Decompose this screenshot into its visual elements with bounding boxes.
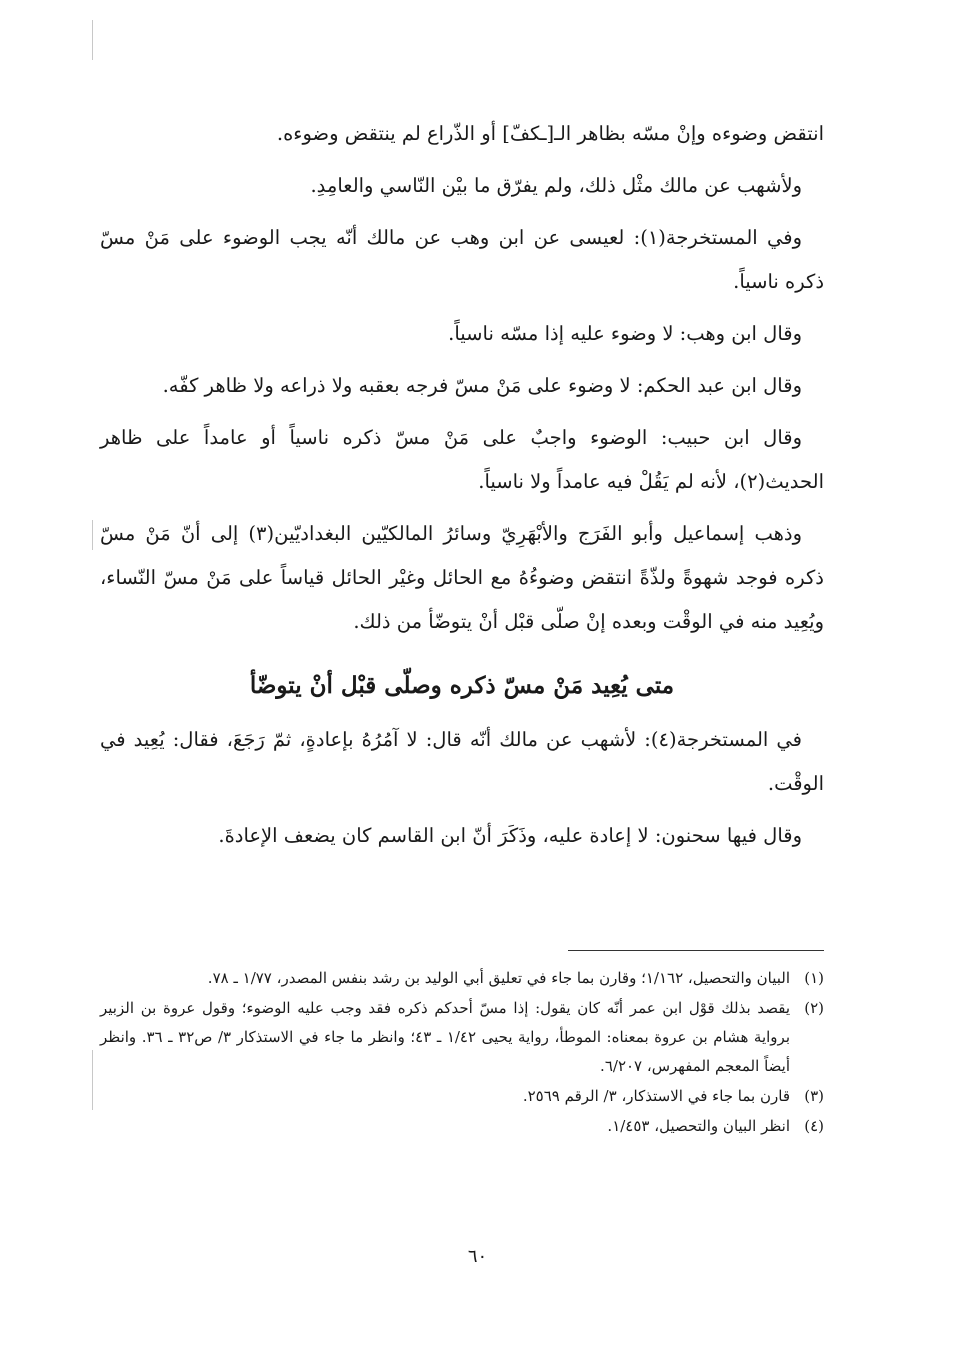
paragraph: وفي المستخرجة(١): لعيسى عن ابن وهب عن مالك أنّه يجب الوضوء على مَنْ مسّ ذكره ناسياً. (100, 226, 824, 293)
main-text (100, 112, 824, 866)
paragraph: في المستخرجة(٤): لأشهب عن مالك أنّه قال: لا آمُرُهُ بإعادةٍ، ثمّ رَجَعَ، فقال: يُعِيد في الوقْت. (100, 728, 824, 795)
footnote-text: يقصد بذلك قوْل ابن عمر أنّه كان يقول: إذا مسّ أحدكم ذكره فقد وجب عليه الوضوء؛ وقول عروة بن الزبير برواية هشام بن عروة بمعناه: الموطأ، رواية يحيى ١/٤٢ ـ ٤٣؛ وانظر ما جاء في الاستذكار ٣/ ص٣٢ ـ ٣٦. وانظر أيضاً المعجم المفهرس، ٦/٢٠٧. (100, 999, 791, 1075)
footnote-item (100, 964, 824, 993)
footnote-text: البيان والتحصيل، ١/١٦٢؛ وقارن بما جاء في تعليق أبي الوليد بن رشد بنفس المصدر، ١/٧٧ ـ ٧٨. (207, 969, 790, 987)
paragraph: وقال ابن وهب: لا وضوء عليه إذا مسّه ناسياً. (448, 322, 802, 345)
paragraph: وذهب إسماعيل وأبو الفَرَج والأبْهَرِيّ وسائرُ المالكيّين البغداديّين(٣) إلى أنّ مَنْ مسّ ذكره فوجد شهوةً ولذّةً انتقض وضوءُهُ مع الحائل وغيْر الحائل قياساً على مَنْ مسّ النّساء، ويُعِيد منه في الوقْت وبعده إنْ صلّى قبْل أنْ يتوضّأ من ذلك. (100, 522, 824, 633)
footnote-text: انظر البيان والتحصيل، ١/٤٥٣. (607, 1117, 790, 1135)
paragraph: ولأشهب عن مالك مثْل ذلك، ولم يفرّق ما بيْن النّاسي والعامِدِ. (310, 174, 802, 197)
footnote-number: (١) (804, 969, 824, 987)
paragraph: وقال ابن عبد الحكم: لا وضوء على مَنْ مسّ فرجه بعقبه ولا ذراعه ولا ظاهر كفّه. (162, 374, 802, 397)
scan-edge-mark (92, 520, 93, 550)
footnote-item (100, 994, 824, 1081)
paragraph: انتقض وضوءه وإنْ مسّه بظاهر الـ[ـكفّ] أو الذّراع لم ينتقض وضوءه. (276, 122, 824, 145)
footnotes (100, 964, 824, 1142)
footnote-item (100, 1112, 824, 1141)
footnote-number: (٤) (804, 1117, 824, 1135)
paragraph: وقال فيها سحنون: لا إعادة عليه، وذَكَرَ أنّ ابن القاسم كان يضعف الإعادةَ. (218, 824, 802, 847)
section-heading: متى يُعِيد مَنْ مسّ ذكره وصلّى قبْل أنْ يتوضّأ (249, 672, 675, 699)
footnote-number: (٣) (804, 1087, 824, 1105)
page-number: ٦٠ (467, 1246, 488, 1267)
paragraph: وقال ابن حبيب: الوضوء واجبٌ على مَنْ مسّ ذكره ناسياً أو عامداً على ظاهر الحديث(٢)، لأنه لم يَقُلْ فيه عامداً ولا ناسياً. (100, 426, 824, 493)
scan-edge-mark (92, 1050, 93, 1110)
scan-edge-mark (92, 20, 93, 60)
footnote-text: قارن بما جاء في الاستذكار، ٣/ الرقم ٢٥٦٩. (522, 1087, 790, 1105)
footnote-item (100, 1082, 824, 1111)
footnote-number: (٢) (804, 999, 824, 1017)
footnote-separator (568, 950, 824, 951)
